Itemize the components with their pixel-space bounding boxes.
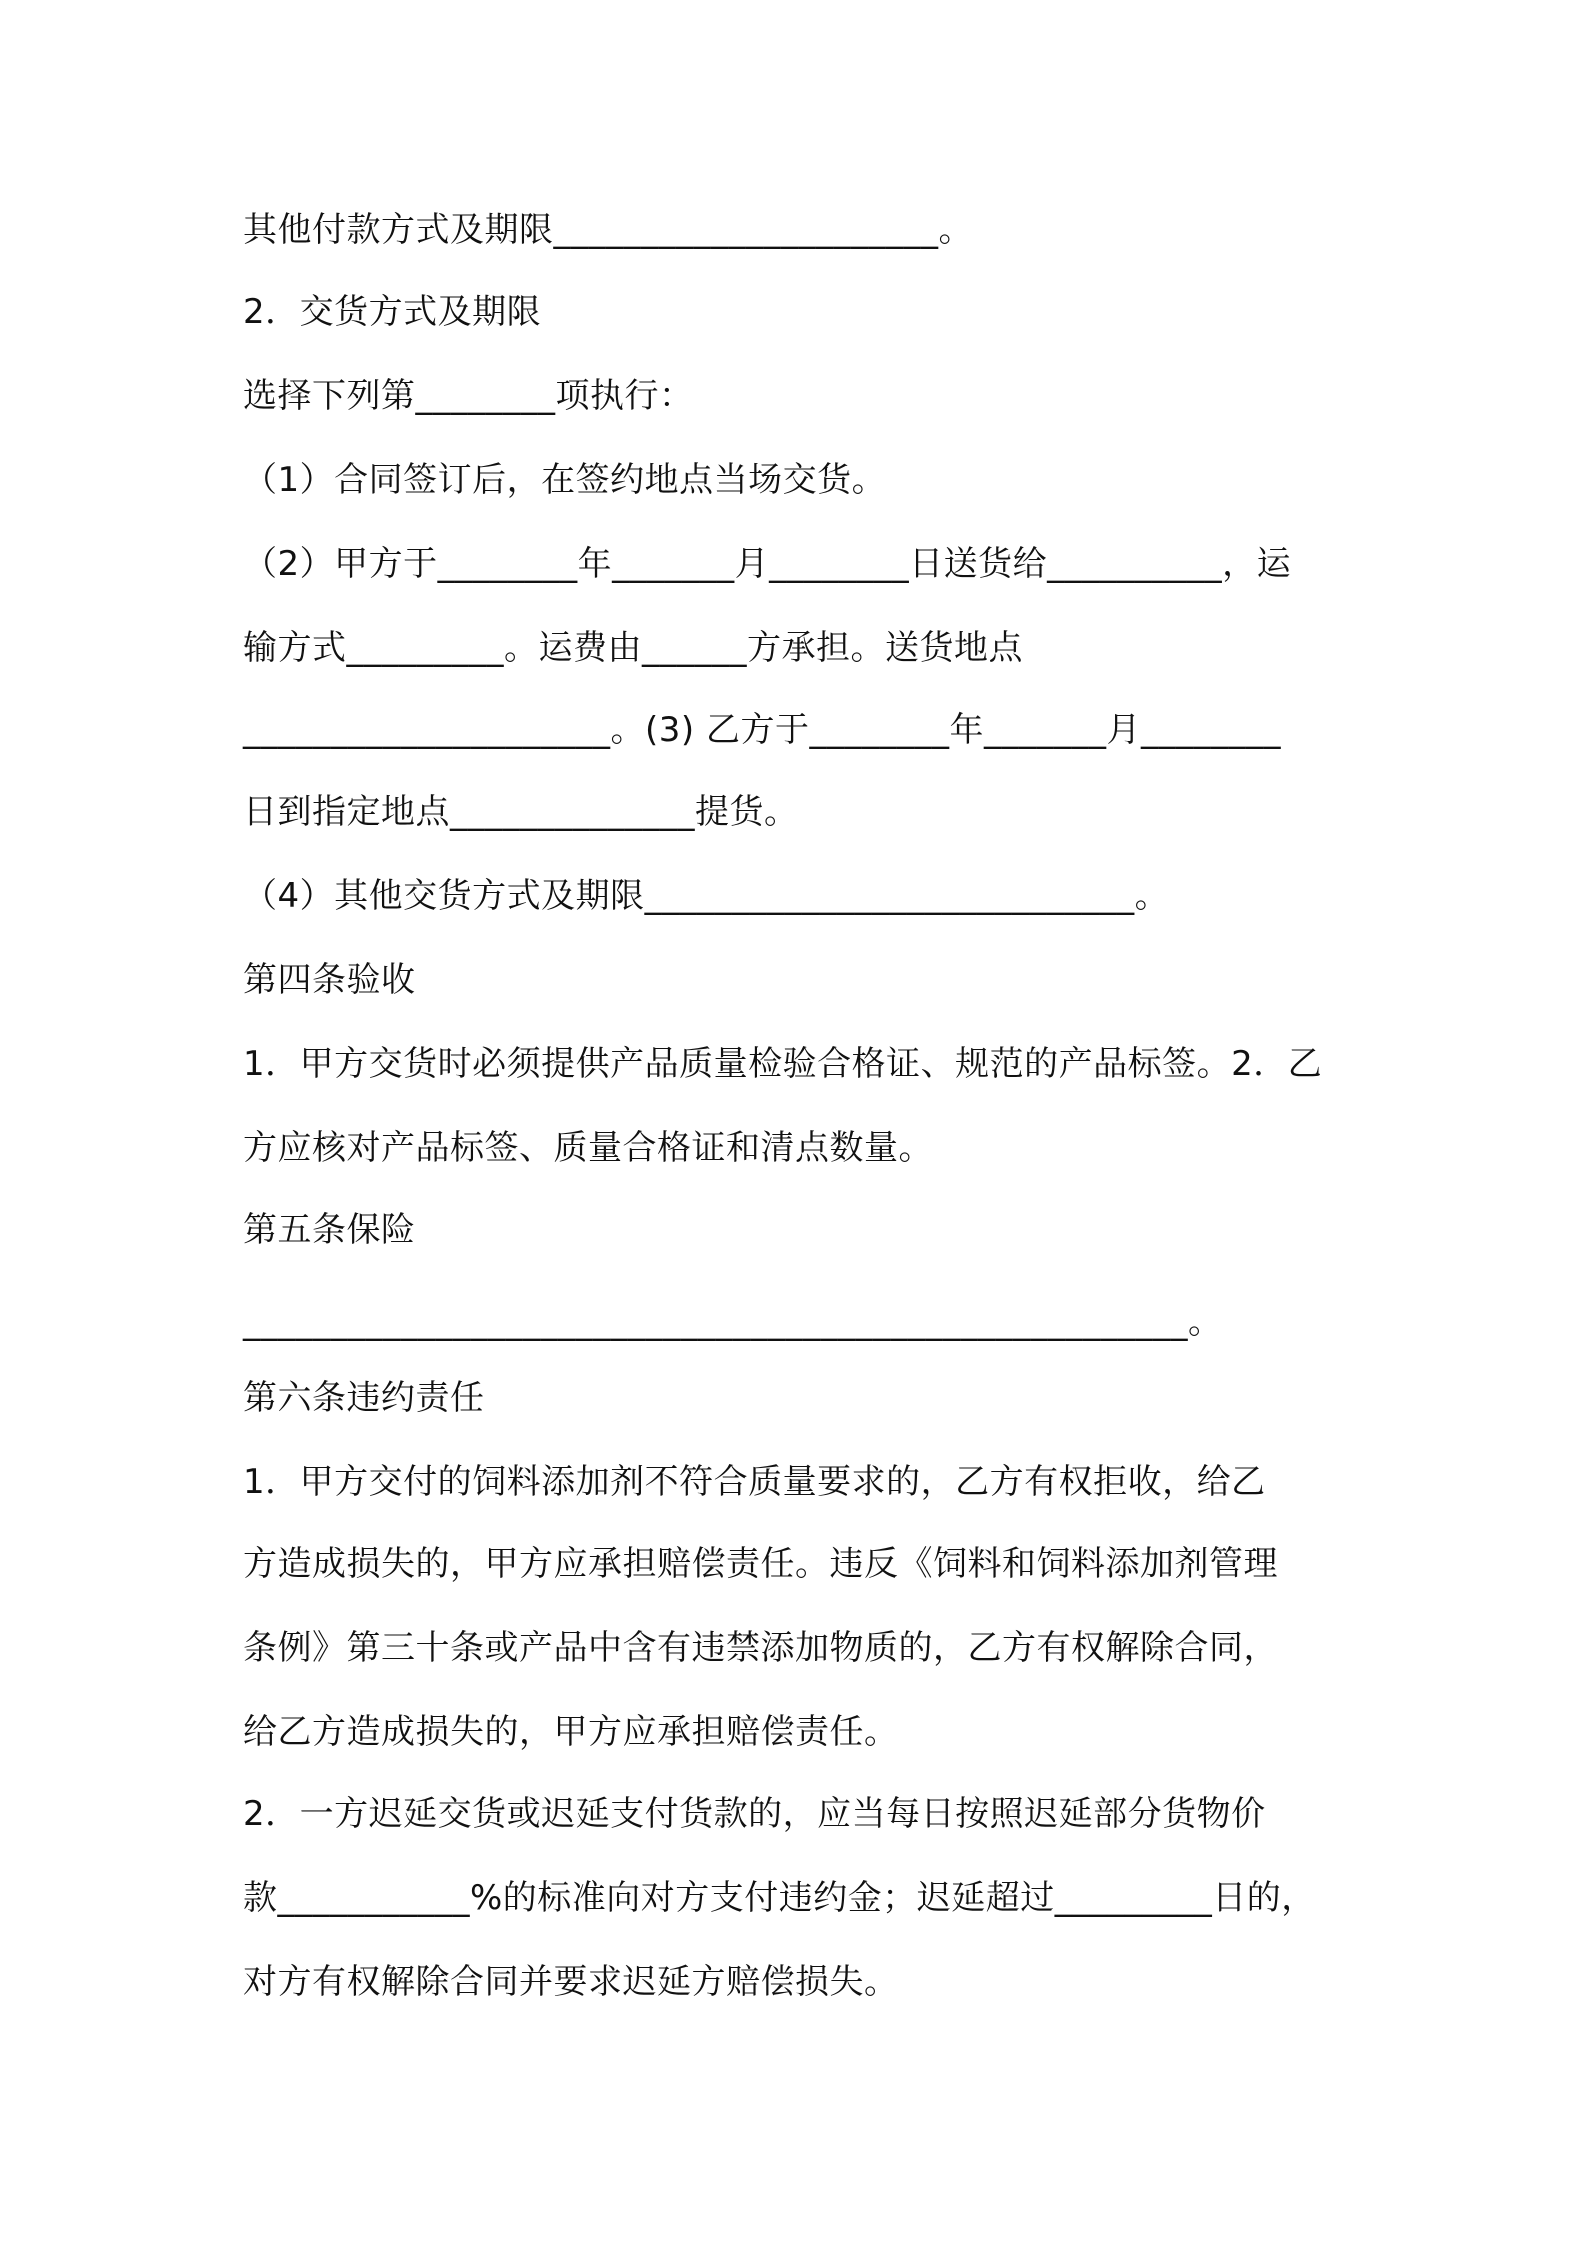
text-line: 1．甲方交货时必须提供产品质量检验合格证、规范的产品标签。2．乙 bbox=[243, 1044, 1323, 1084]
text-line: 给乙方造成损失的，甲方应承担赔偿责任。 bbox=[243, 1712, 899, 1752]
text-line: ______________________________________________________。 bbox=[243, 1302, 1223, 1342]
text-line: 方应核对产品标签、质量合格证和清点数量。 bbox=[243, 1128, 933, 1168]
text-line: 款___________%的标准向对方支付违约金；迟延超过_________日的， bbox=[243, 1878, 1316, 1918]
text-line: 2．一方迟延交货或迟延支付货款的，应当每日按照迟延部分货物价 bbox=[243, 1794, 1266, 1834]
section-heading: 第五条保险 bbox=[243, 1210, 416, 1250]
section-heading: 第四条验收 bbox=[243, 960, 416, 1000]
text-line: 2．交货方式及期限 bbox=[243, 292, 542, 332]
section-heading: 第六条违约责任 bbox=[243, 1378, 485, 1418]
text-line: 日到指定地点______________提货。 bbox=[243, 792, 799, 832]
text-line: 方造成损失的，甲方应承担赔偿责任。违反《饲料和饲料添加剂管理 bbox=[243, 1544, 1278, 1584]
text-line: 选择下列第________项执行： bbox=[243, 376, 694, 416]
text-line: （2）甲方于________年_______月________日送货给__________，运 bbox=[243, 544, 1292, 584]
text-line: 条例》第三十条或产品中含有违禁添加物质的，乙方有权解除合同， bbox=[243, 1628, 1278, 1668]
text-line: 对方有权解除合同并要求迟延方赔偿损失。 bbox=[243, 1962, 899, 2002]
text-line: （4）其他交货方式及期限____________________________。 bbox=[243, 876, 1170, 916]
text-line: 输方式_________。运费由______方承担。送货地点 bbox=[243, 628, 1023, 668]
text-line: （1）合同签订后，在签约地点当场交货。 bbox=[243, 460, 887, 500]
text-line: _____________________。(3) 乙方于________年_______月________ bbox=[243, 710, 1281, 750]
text-line: 1．甲方交付的饲料添加剂不符合质量要求的，乙方有权拒收，给乙 bbox=[243, 1462, 1266, 1502]
text-line: 其他付款方式及期限______________________。 bbox=[243, 210, 973, 250]
